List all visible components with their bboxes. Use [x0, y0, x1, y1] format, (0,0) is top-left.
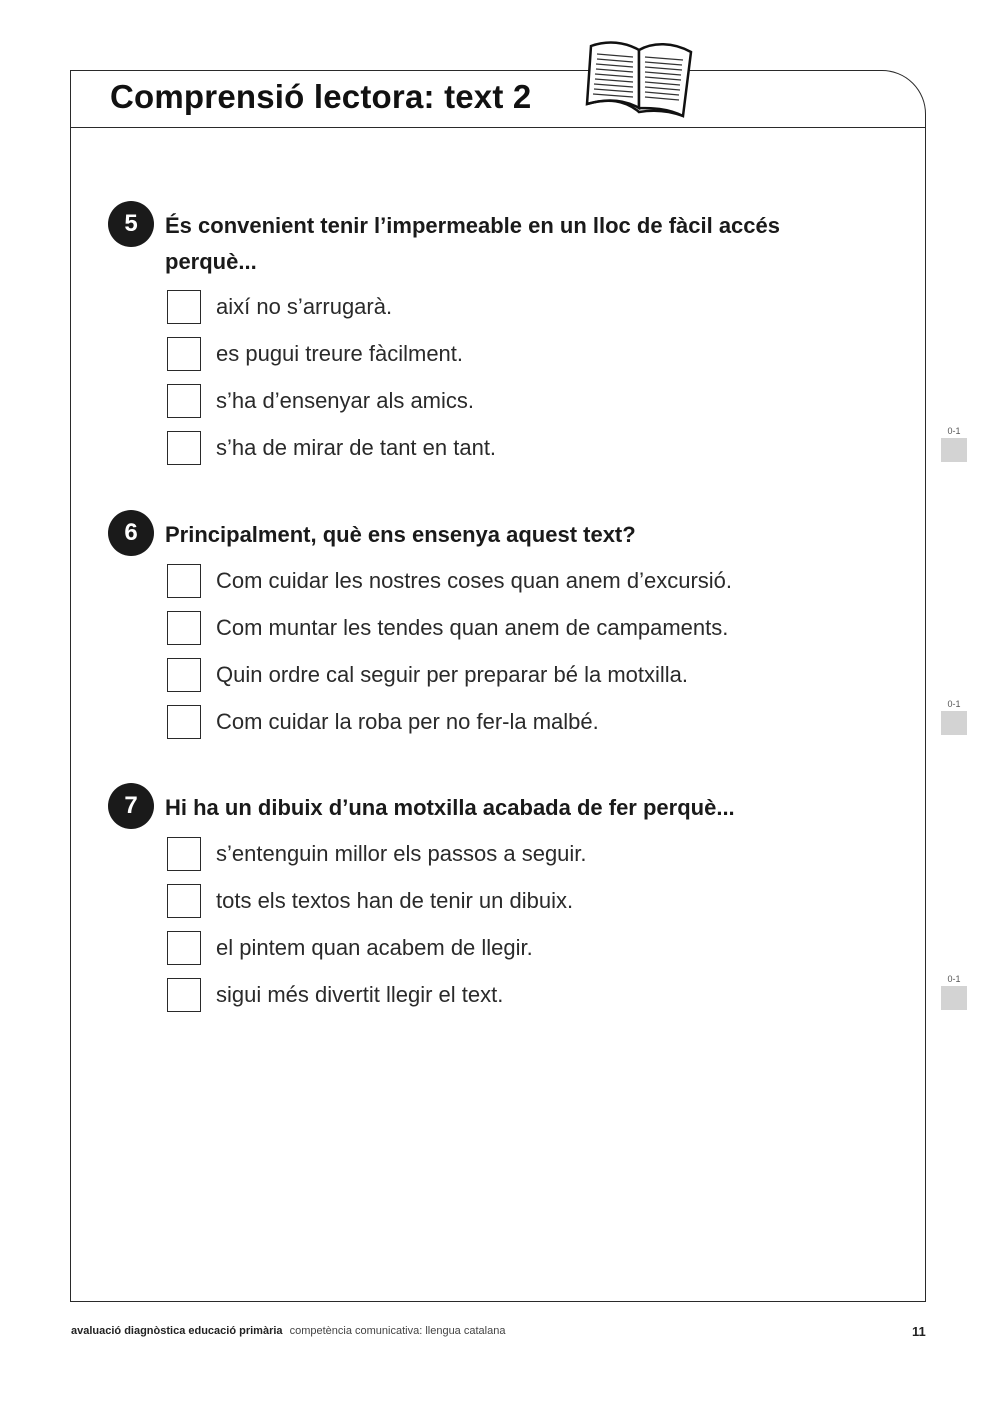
answer-checkbox[interactable] — [167, 978, 201, 1012]
answer-label: Com cuidar les nostres coses quan anem d’excursió. — [216, 568, 733, 593]
answer-checkbox[interactable] — [167, 931, 201, 965]
answer-label: es pugui treure fàcilment. — [216, 341, 464, 366]
answer-label: el pintem quan acabem de llegir. — [216, 935, 533, 960]
answer-checkbox[interactable] — [167, 431, 201, 465]
score-label: 0-1 — [947, 974, 961, 984]
footer — [71, 1325, 505, 1337]
open-book-icon — [583, 38, 695, 120]
answer-label: Com cuidar la roba per no fer-la malbé. — [216, 709, 599, 734]
answer-checkbox[interactable] — [167, 384, 201, 418]
answer-label: així no s’arrugarà. — [216, 294, 393, 319]
answer-option[interactable] — [167, 431, 496, 465]
score-box-question-5 — [941, 426, 967, 462]
answer-option[interactable] — [167, 884, 573, 918]
answer-label: sigui més divertit llegir el text. — [216, 982, 504, 1007]
answer-checkbox[interactable] — [167, 705, 201, 739]
question-text: És convenient tenir l’impermeable en un lloc de fàcil accés perquè... — [165, 213, 781, 274]
score-box-question-7 — [941, 974, 967, 1010]
score-field[interactable] — [941, 986, 967, 1010]
question-text: Hi ha un dibuix d’una motxilla acabada de fer perquè... — [165, 795, 735, 820]
answer-label: s’entenguin millor els passos a seguir. — [216, 841, 587, 866]
answer-checkbox[interactable] — [167, 564, 201, 598]
page-title: Comprensió lectora: text 2 — [110, 78, 532, 115]
question-number-badge: 7 — [108, 783, 154, 829]
answer-option[interactable] — [167, 290, 392, 324]
answer-checkbox[interactable] — [167, 884, 201, 918]
answer-option[interactable] — [167, 705, 599, 739]
score-box-question-6 — [941, 699, 967, 735]
score-field[interactable] — [941, 711, 967, 735]
answer-label: s’ha d’ensenyar als amics. — [216, 388, 475, 413]
question-number-badge: 6 — [108, 510, 154, 556]
answer-option[interactable] — [167, 337, 463, 371]
answer-option[interactable] — [167, 931, 533, 965]
answer-label: tots els textos han de tenir un dibuix. — [216, 888, 574, 913]
answer-option[interactable] — [167, 658, 688, 692]
answer-checkbox[interactable] — [167, 837, 201, 871]
answer-option[interactable] — [167, 611, 728, 645]
question-text: Principalment, què ens ensenya aquest text? — [165, 522, 636, 547]
answer-checkbox[interactable] — [167, 337, 201, 371]
answer-option[interactable] — [167, 384, 474, 418]
footer-publication: avaluació diagnòstica educació primària — [71, 1325, 283, 1337]
answer-label: s’ha de mirar de tant en tant. — [216, 435, 497, 460]
score-label: 0-1 — [947, 699, 961, 709]
answer-option[interactable] — [167, 978, 503, 1012]
footer-subject: competència comunicativa: llengua catalana — [289, 1325, 506, 1337]
answer-option[interactable] — [167, 564, 732, 598]
answer-label: Quin ordre cal seguir per preparar bé la motxilla. — [216, 662, 689, 687]
answer-checkbox[interactable] — [167, 658, 201, 692]
answer-option[interactable] — [167, 837, 587, 871]
question-number-badge: 5 — [108, 201, 154, 247]
page-number: 11 — [912, 1324, 926, 1339]
header-divider — [70, 127, 926, 128]
score-label: 0-1 — [947, 426, 961, 436]
answer-checkbox[interactable] — [167, 611, 201, 645]
answer-label: Com muntar les tendes quan anem de campaments. — [216, 615, 729, 640]
score-field[interactable] — [941, 438, 967, 462]
answer-checkbox[interactable] — [167, 290, 201, 324]
